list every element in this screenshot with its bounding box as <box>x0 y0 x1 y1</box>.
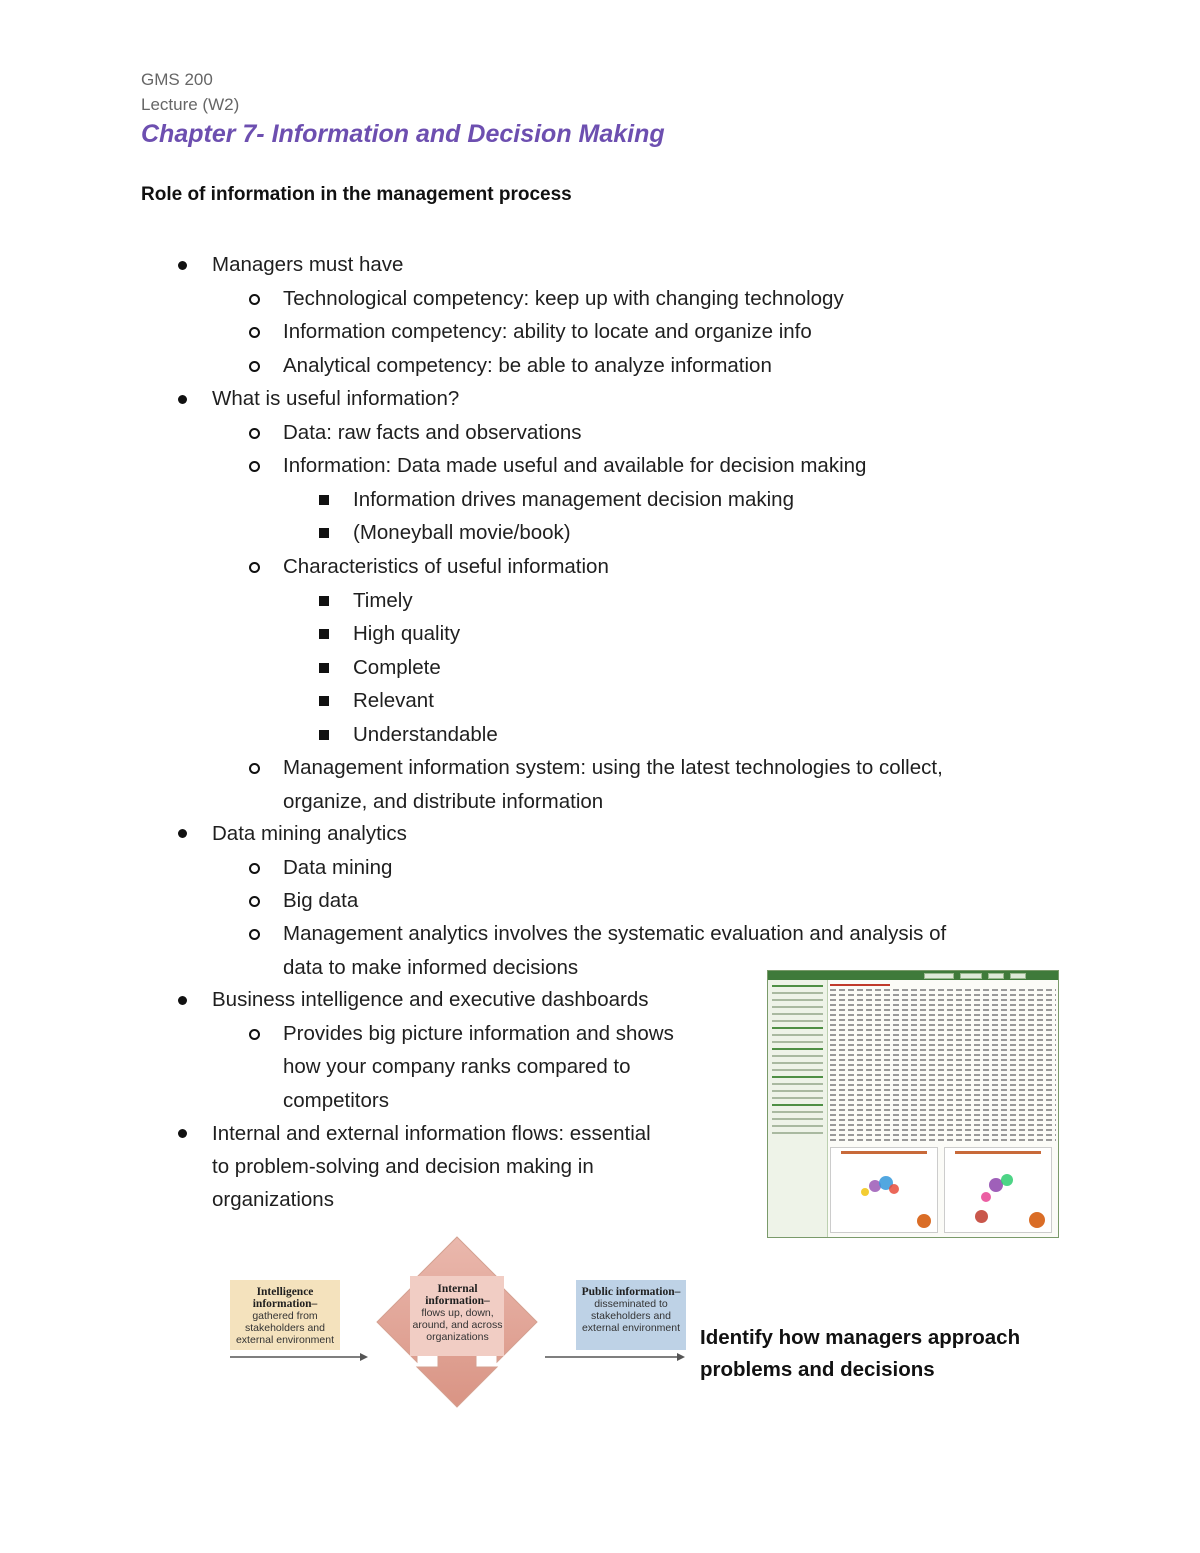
identify-line: Identify how managers approach <box>700 1326 1021 1349</box>
intelligence-description: gathered from stakeholders and external environment <box>235 1310 335 1346</box>
outline-item-info-competency: Information competency: ability to locate and organize info <box>283 320 812 343</box>
outline-item-info-drives: Information drives management decision making <box>353 488 794 511</box>
course-code: GMS 200 <box>141 70 213 89</box>
lecture-label: Lecture (W2) <box>141 95 240 114</box>
outline-item-flows-cont: to problem-solving and decision making in <box>212 1155 594 1178</box>
internal-description: flows up, down, around, and across organizations <box>412 1307 503 1343</box>
outline-item-mgmt-analytics: Management analytics involves the systematic evaluation and analysis of <box>283 922 947 945</box>
outline-item-understandable: Understandable <box>353 723 498 746</box>
outline-item-mis-cont: organize, and distribute information <box>283 790 604 813</box>
outline-item-characteristics: Characteristics of useful information <box>283 555 609 578</box>
outline-item-high-quality: High quality <box>353 622 461 645</box>
public-title: Public information– <box>581 1286 681 1298</box>
outline-item-bi-sub-cont: how your company ranks compared to <box>283 1055 631 1078</box>
outline-item-useful-info: What is useful information? <box>212 387 460 410</box>
section-heading: Role of information in the management process <box>141 184 572 205</box>
chapter-title: Chapter 7- Information and Decision Making <box>141 120 665 148</box>
outline-item-data-mining-analytics: Data mining analytics <box>212 822 407 845</box>
outline-item-bi-sub-cont: competitors <box>283 1089 389 1112</box>
identify-heading <box>700 1322 1020 1386</box>
outline-item-information: Information: Data made useful and available for decision making <box>283 454 867 477</box>
outline-item-tech-competency: Technological competency: keep up with changing technology <box>283 287 844 310</box>
outline-item-data-mining: Data mining <box>283 856 393 879</box>
outline-item-moneyball: (Moneyball movie/book) <box>353 521 571 544</box>
outline-item-flows: Internal and external information flows: essential <box>212 1122 651 1145</box>
outline-item-relevant: Relevant <box>353 689 434 712</box>
outline-item-big-data: Big data <box>283 889 359 912</box>
outline-item-data: Data: raw facts and observations <box>283 421 582 444</box>
outline-item-analytical-competency: Analytical competency: be able to analyze information <box>283 354 772 377</box>
outline-item-mis: Management information system: using the latest technologies to collect, <box>283 756 943 779</box>
internal-title: Internal information– <box>425 1283 490 1307</box>
identify-line: problems and decisions <box>700 1358 935 1381</box>
outline-item-mgmt-analytics-cont: data to make informed decisions <box>283 956 579 979</box>
public-description: disseminated to stakeholders and external environment <box>581 1298 681 1334</box>
arrow-head-icon <box>360 1353 368 1361</box>
outline-item-bi: Business intelligence and executive dashboards <box>212 988 649 1011</box>
public-information-box <box>576 1280 686 1350</box>
outline-item-flows-cont: organizations <box>212 1188 334 1211</box>
outline-item-complete: Complete <box>353 656 441 679</box>
internal-information-label <box>410 1283 505 1343</box>
outline-item-timely: Timely <box>353 589 413 612</box>
arrow-head-icon <box>677 1353 685 1361</box>
intelligence-title: Intelligence information– <box>252 1286 318 1310</box>
outline-item-managers: Managers must have <box>212 253 404 276</box>
outline-item-bi-sub: Provides big picture information and shows <box>283 1022 674 1045</box>
intelligence-information-box <box>230 1280 340 1350</box>
